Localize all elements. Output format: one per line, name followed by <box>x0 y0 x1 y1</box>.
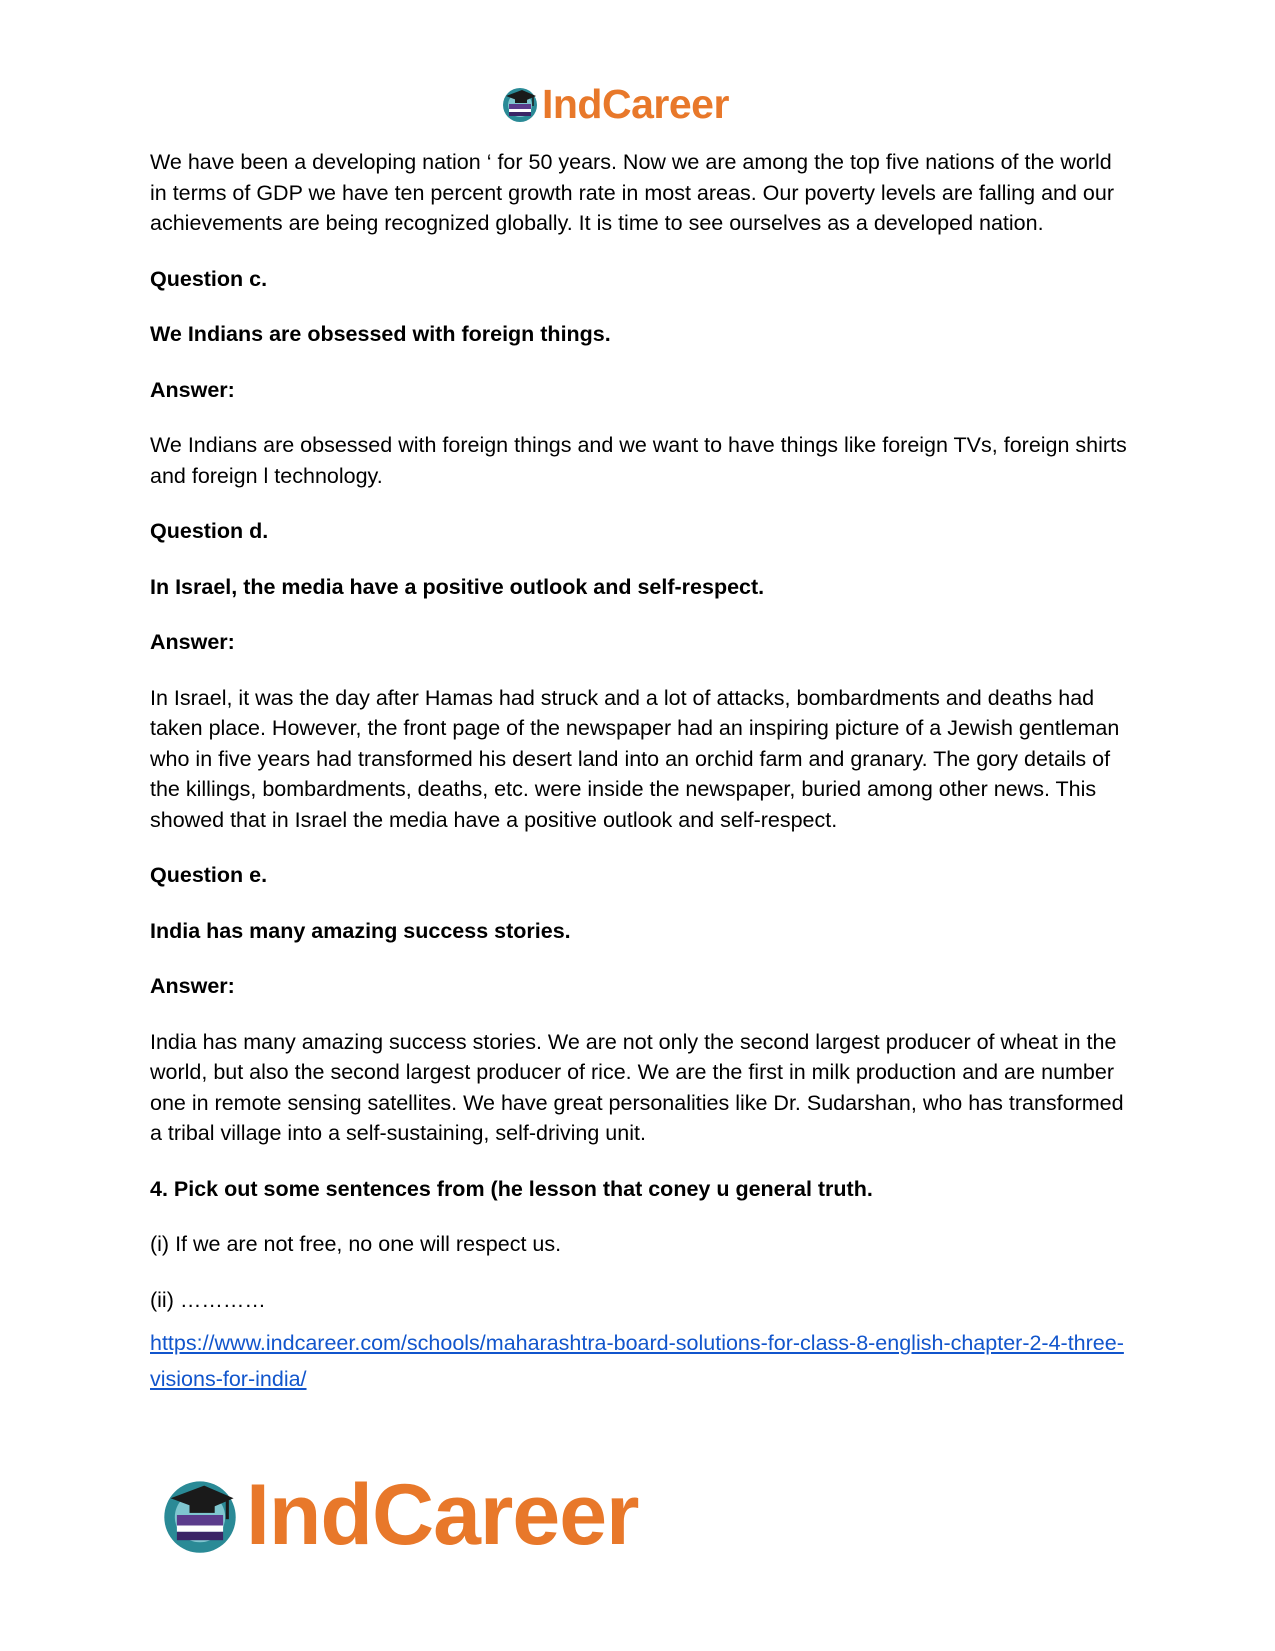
logo-text: IndCareer <box>246 1467 639 1563</box>
answer-label: Answer: <box>150 974 235 998</box>
header-logo <box>500 80 729 128</box>
question-label: Question d. <box>150 519 269 543</box>
question-statement: India has many amazing success stories. <box>150 918 571 943</box>
document-body <box>150 147 1130 1397</box>
question-label: Question e. <box>150 863 268 887</box>
graduation-cap-book-globe-icon <box>158 1473 242 1557</box>
list-item: (i) If we are not free, no one will respect us. <box>150 1232 562 1256</box>
question-statement: We Indians are obsessed with foreign things. <box>150 322 611 346</box>
answer-text: We Indians are obsessed with foreign things and we want to have things like foreign TVs, foreign shirts and foreign l technology. <box>150 433 1127 488</box>
answer-text: In Israel, it was the day after Hamas had struck and a lot of attacks, bombardments and deaths had taken place. However, the front page of the newspaper had an inspiring picture of a Jewish gentleman who in five years had transformed his desert land into an orchid farm and granary. The gory details of the killings, bombardments, deaths, etc. were inside the newspaper, buried among other news. This showed that in Israel the media have a positive outlook and self-respect. <box>150 685 1120 832</box>
answer-label: Answer: <box>150 630 235 654</box>
section-heading: 4. Pick out some sentences from (he lesson that coney u general truth. <box>150 1176 873 1201</box>
footer-logo <box>158 1465 639 1565</box>
answer-label: Answer: <box>150 377 235 402</box>
source-link[interactable]: https://www.indcareer.com/schools/maharashtra-board-solutions-for-class-8-english-chapter-2-4-three-visions-for-india/ <box>150 1331 1124 1391</box>
paragraph: We have been a developing nation ‘ for 50 years. Now we are among the top five nations of the world in terms of GDP we have ten percent growth rate in most areas. Our poverty levels are falling and our achievements are being recognized globally. It is time to see ourselves as a developed nation. <box>150 150 1114 235</box>
question-statement: In Israel, the media have a positive outlook and self-respect. <box>150 574 765 599</box>
list-item: (ii) ………… <box>150 1287 266 1312</box>
answer-text: India has many amazing success stories. We are not only the second largest producer of wheat in the world, but also the second largest producer of rice. We are the first in milk production and are number one in remote sensing satellites. We have great personalities like Dr. Sudarshan, who has transformed a tribal village into a self-sustaining, self-driving unit. <box>150 1029 1124 1145</box>
logo-text: IndCareer <box>542 80 729 127</box>
question-label: Question c. <box>150 266 268 291</box>
graduation-cap-book-globe-icon <box>500 84 540 124</box>
